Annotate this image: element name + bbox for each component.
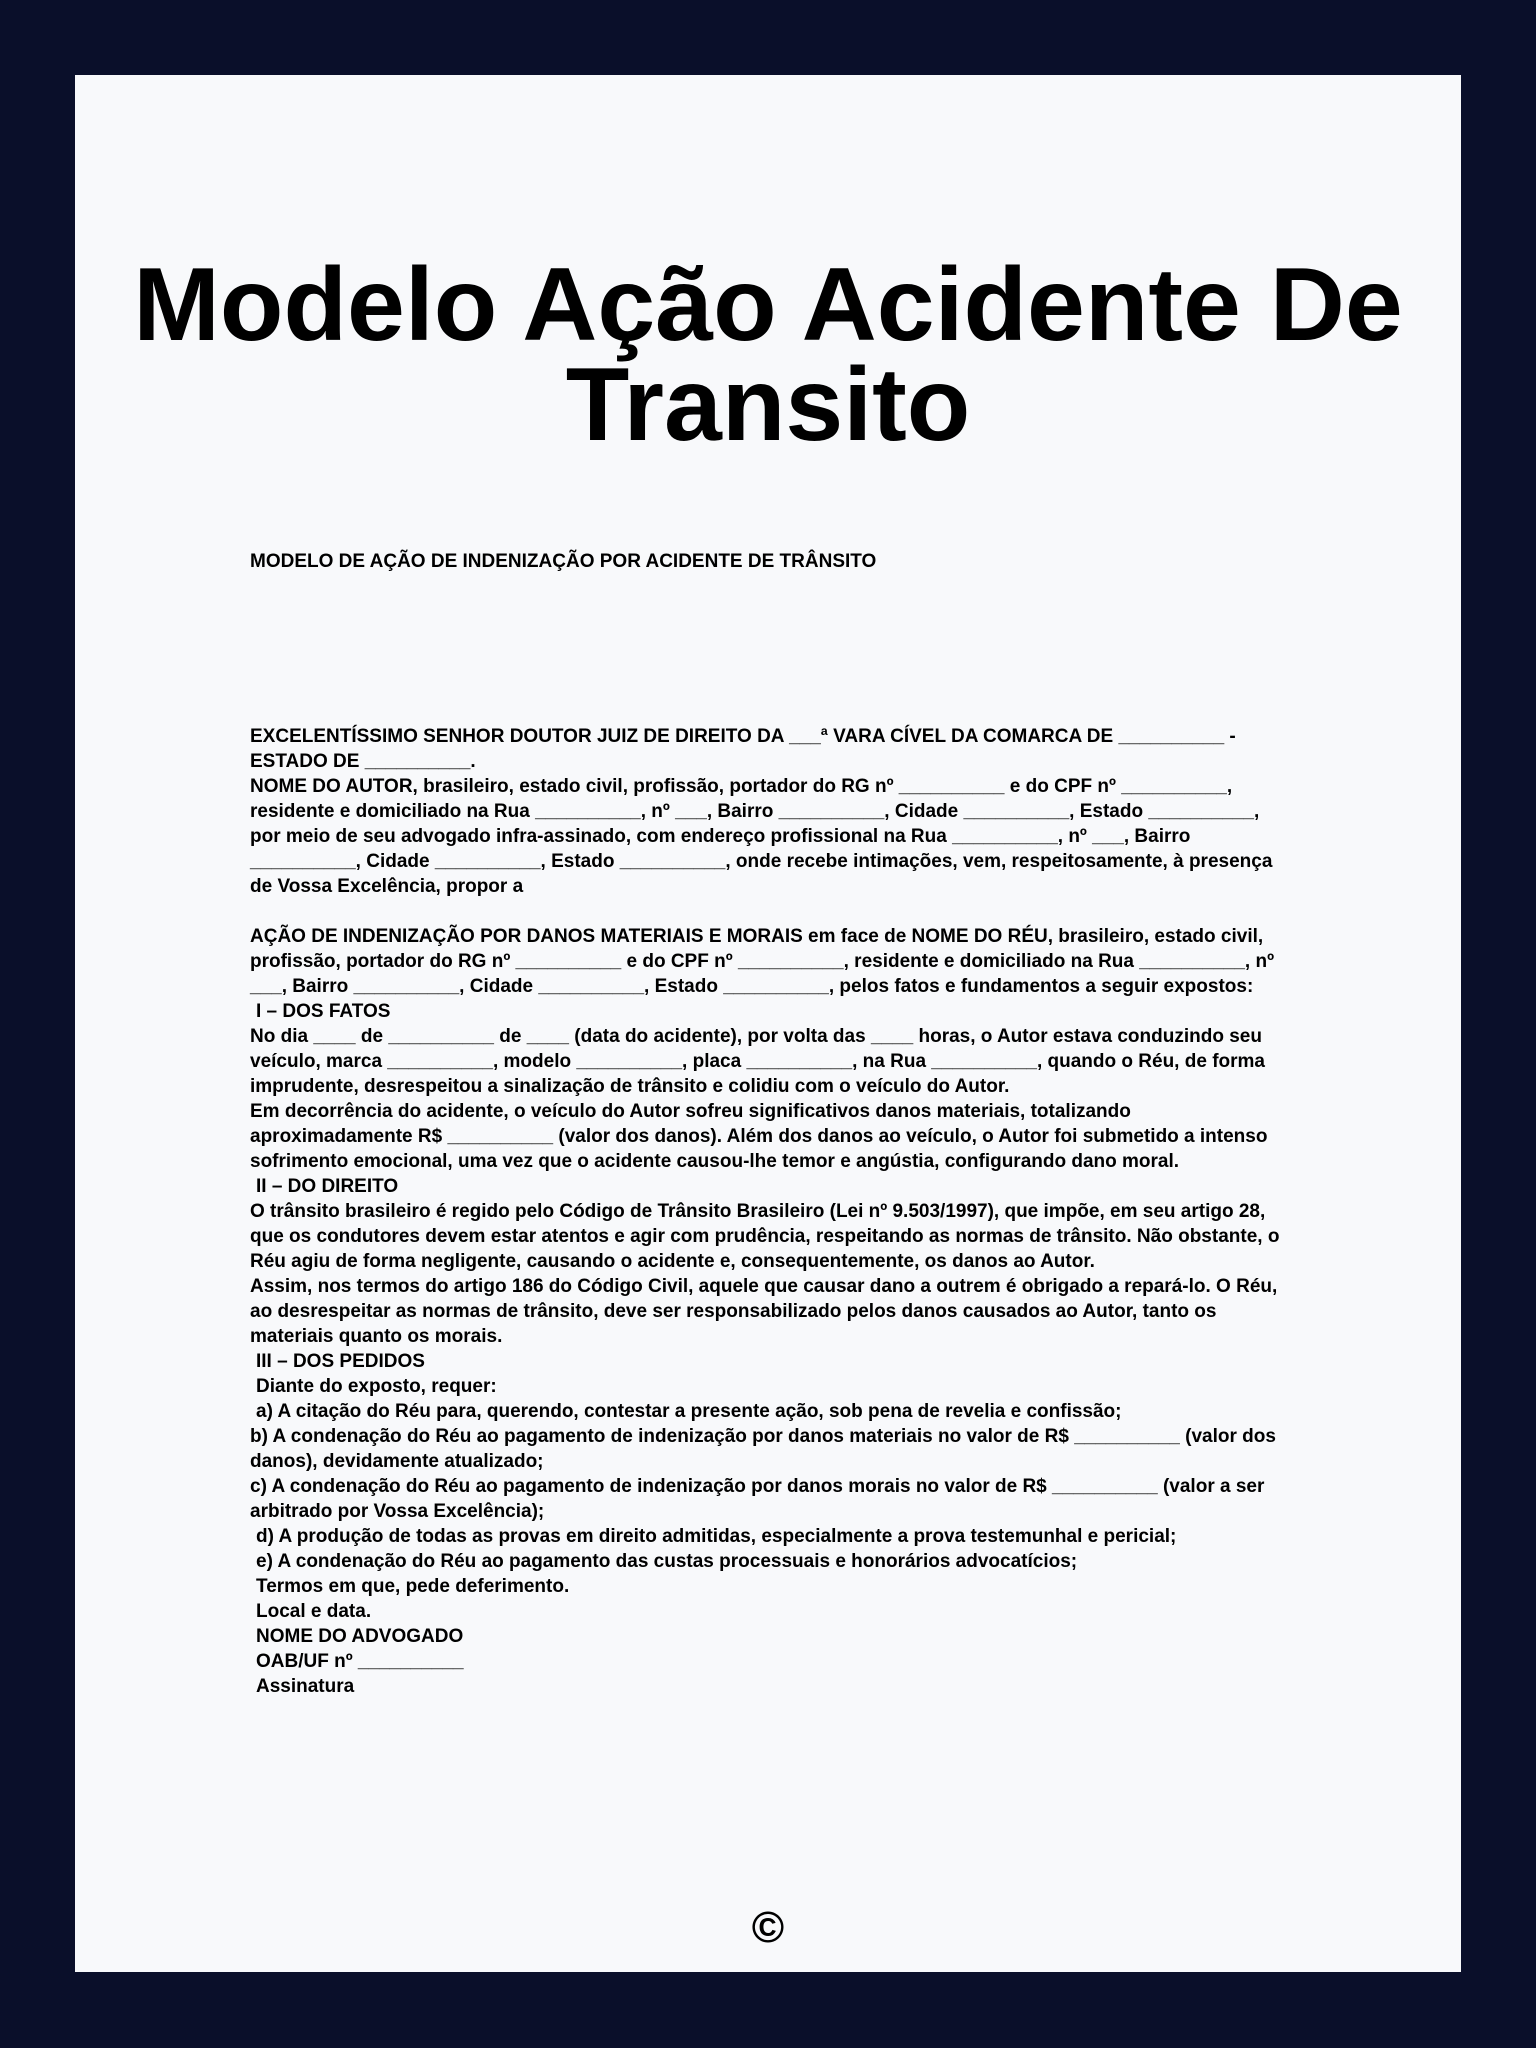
request-item-e: e) A condenação do Réu ao pagamento das custas processuais e honorários advocatícios; (256, 1551, 1078, 1572)
lawyer-name: NOME DO ADVOGADO (256, 1626, 464, 1647)
closing-line: Termos em que, pede deferimento. (256, 1576, 570, 1597)
law-paragraph-1: O trânsito brasileiro é regido pelo Código de Trânsito Brasileiro (Lei nº 9.503/1997), que impõe, em seu artigo 28, que os condutores devem estar atentos e agir com prudência, respeitando as normas de trânsito. Não obstante, o Réu agiu de forma negligente, causando o acidente e, consequentemente, os danos ao Autor. (250, 1201, 1280, 1272)
facts-paragraph-2: Em decorrência do acidente, o veículo do Autor sofreu significativos danos materiais, totalizando aproximadamente R$ __________ (valor dos danos). Além dos danos ao veículo, o Autor foi submetido a intenso sofrimento emocional, uma vez que o acidente causou-lhe temor e angústia, configurando dano moral. (250, 1101, 1268, 1172)
request-item-b: b) A condenação do Réu ao pagamento de indenização por danos materiais no valor de R$ __________ (valor dos danos), devidamente atualizado; (250, 1426, 1276, 1472)
copyright-icon: © (751, 1903, 785, 1952)
plaintiff-qualification: NOME DO AUTOR, brasileiro, estado civil, profissão, portador do RG nº __________ e do CPF nº __________, residente e domiciliado na Rua __________, nº ___, Bairro __________, Cidade __________, Estado __________, por meio de seu advogado infra-assinado, com endereço profissional na Rua __________, nº ___, Bairro __________, Cidade __________, Estado __________, onde recebe intimações, vem, respeitosamente, à presença de Vossa Excelência, propor a (250, 776, 1273, 897)
page-title: Modelo Ação Acidente De Transito (133, 247, 1403, 463)
action-declaration: AÇÃO DE INDENIZAÇÃO POR DANOS MATERIAIS E MORAIS em face de NOME DO RÉU, brasileiro, estado civil, profissão, portador do RG nº __________ e do CPF nº __________, residente e domiciliado na Rua __________, nº ___, Bairro __________, Cidade __________, Estado __________, pelos fatos e fundamentos a seguir expostos: (250, 926, 1275, 997)
court-address: EXCELENTÍSSIMO SENHOR DOUTOR JUIZ DE DIREITO DA ___ª VARA CÍVEL DA COMARCA DE __________ - ESTADO DE __________. (250, 726, 1236, 772)
document-heading: MODELO DE AÇÃO DE INDENIZAÇÃO POR ACIDENTE DE TRÂNSITO (250, 551, 877, 572)
request-item-c: c) A condenação do Réu ao pagamento de indenização por danos morais no valor de R$ __________ (valor a ser arbitrado por Vossa Excelência); (250, 1476, 1265, 1522)
section-heading-requests: III – DOS PEDIDOS (256, 1351, 425, 1372)
section-heading-facts: I – DOS FATOS (256, 1001, 391, 1022)
document-body (250, 724, 1295, 1699)
requests-intro: Diante do exposto, requer: (256, 1376, 497, 1397)
section-heading-law: II – DO DIREITO (256, 1176, 399, 1197)
facts-paragraph-1: No dia ____ de __________ de ____ (data do acidente), por volta das ____ horas, o Autor estava conduzindo seu veículo, marca __________, modelo __________, placa __________, na Rua __________, quando o Réu, de forma imprudente, desrespeitou a sinalização de trânsito e colidiu com o veículo do Autor. (250, 1026, 1265, 1097)
oab-number: OAB/UF nº __________ (256, 1651, 464, 1672)
request-item-a: a) A citação do Réu para, querendo, contestar a presente ação, sob pena de revelia e confissão; (256, 1401, 1122, 1422)
document-page (75, 75, 1461, 1972)
signature-line: Assinatura (256, 1676, 355, 1697)
request-item-d: d) A produção de todas as provas em direito admitidas, especialmente a prova testemunhal e pericial; (256, 1526, 1177, 1547)
place-date: Local e data. (256, 1601, 372, 1622)
law-paragraph-2: Assim, nos termos do artigo 186 do Código Civil, aquele que causar dano a outrem é obrigado a repará-lo. O Réu, ao desrespeitar as normas de trânsito, deve ser responsabilizado pelos danos causados ao Autor, tanto os materiais quanto os morais. (250, 1276, 1278, 1347)
